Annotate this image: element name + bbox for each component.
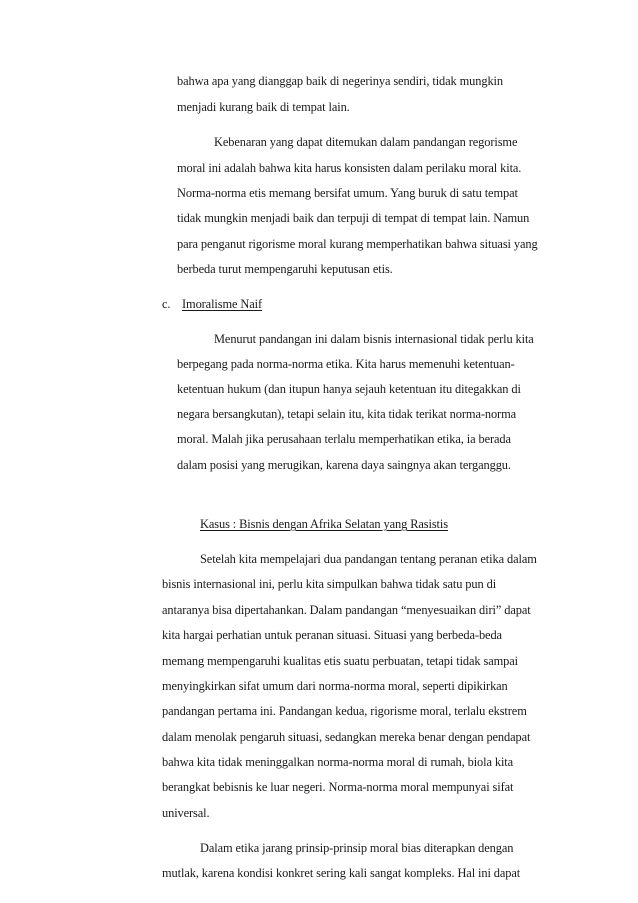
text-line: berbeda turut mempengaruhi keputusan etis. [177, 262, 393, 276]
text-line: Norma-norma etis memang bersifat umum. Yang buruk di satu tempat [177, 186, 518, 200]
text-line: negara bersangkutan), tetapi selain itu, kita tidak terikat norma-norma [177, 407, 517, 421]
text-line: Setelah kita mempelajari dua pandangan tentang peranan etika dalam [200, 552, 537, 566]
text-line: moral. Malah jika perusahaan terlalu memperhatikan etika, ia berada [177, 432, 511, 446]
text-line: bisnis internasional ini, perlu kita simpulkan bahwa tidak satu pun di [162, 577, 497, 591]
text-line: antaranya bisa dipertahankan. Dalam pandangan “menyesuaikan diri” dapat [162, 603, 531, 617]
text-line: kita hargai perhatian untuk peranan situasi. Situasi yang berbeda-beda [162, 628, 502, 642]
text-line: dalam menolak pengaruh situasi, sedangkan mereka benar dengan pendapat [162, 730, 531, 744]
text-line: pandangan pertama ini. Pandangan kedua, rigorisme moral, terlalu ekstrem [162, 704, 527, 718]
text-line: tidak mungkin menjadi baik dan terpuji di tempat di tempat lain. Namun [177, 211, 530, 225]
text-line: bahwa kita tidak meninggalkan norma-norma moral di rumah, biola kita [162, 755, 514, 769]
case-title: Kasus : Bisnis dengan Afrika Selatan yang Rasistis [200, 517, 448, 531]
text-line: dalam posisi yang merugikan, karena daya saingnya akan terganggu. [177, 458, 511, 472]
text-line: Kebenaran yang dapat ditemukan dalam pandangan regorisme [214, 135, 518, 149]
text-line: ketentuan hukum (dan itupun hanya sejauh ketentuan itu ditegakkan di [177, 382, 521, 396]
text-line: para penganut rigorisme moral kurang memperhatikan bahwa situasi yang [177, 237, 538, 251]
text-line: Menurut pandangan ini dalam bisnis internasional tidak perlu kita [214, 332, 534, 346]
text-line: moral ini adalah bahwa kita harus konsisten dalam perilaku moral kita. [177, 161, 522, 175]
text-line: berpegang pada norma-norma etika. Kita harus memenuhi ketentuan- [177, 357, 515, 371]
text-line: bahwa apa yang dianggap baik di negerinya sendiri, tidak mungkin [177, 74, 503, 88]
text-line: Dalam etika jarang prinsip-prinsip moral bias diterapkan dengan [200, 841, 514, 855]
section-heading-title: Imoralisme Naif [182, 297, 263, 311]
text-line: universal. [162, 806, 210, 820]
text-line: menjadi kurang baik di tempat lain. [177, 100, 350, 114]
section-heading-marker: c. [162, 297, 171, 311]
text-line: memang mempengaruhi kualitas etis suatu perbuatan, tetapi tidak sampai [162, 654, 519, 668]
text-line: mutlak, karena kondisi konkret sering kali sangat kompleks. Hal ini dapat [162, 866, 521, 880]
text-line: menyingkirkan sifat umum dari norma-norma moral, seperti dipikirkan [162, 679, 508, 693]
text-line: berangkat bebisnis ke luar negeri. Norma-norma moral mempunyai sifat [162, 780, 514, 794]
